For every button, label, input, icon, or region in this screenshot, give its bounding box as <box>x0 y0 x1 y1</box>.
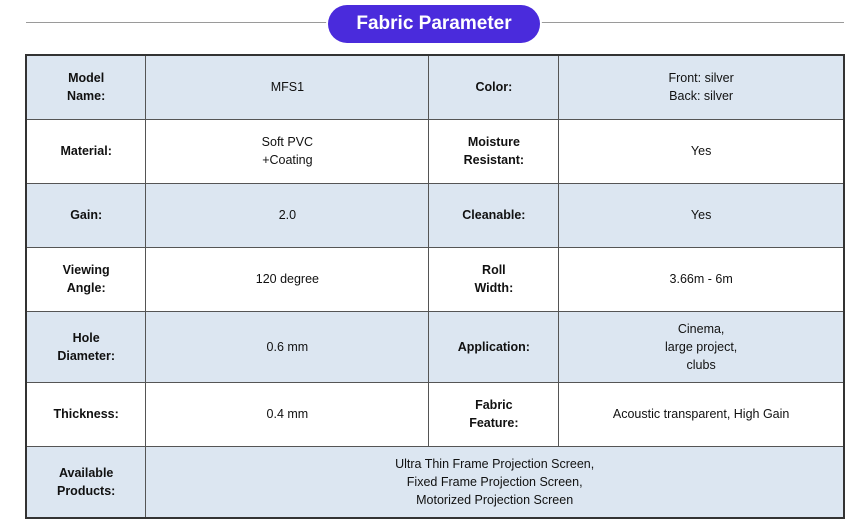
table-row <box>26 183 844 247</box>
param-value: Cinema, large project, clubs <box>559 311 844 382</box>
param-value: Front: silver Back: silver <box>559 55 844 119</box>
param-label: Application: <box>429 311 559 382</box>
param-label: Available Products: <box>26 446 146 518</box>
param-label: Hole Diameter: <box>26 311 146 382</box>
param-label: Roll Width: <box>429 247 559 311</box>
param-value: 0.4 mm <box>146 382 429 446</box>
param-value: 3.66m - 6m <box>559 247 844 311</box>
fabric-parameter-table <box>25 54 845 519</box>
param-label: Thickness: <box>26 382 146 446</box>
table-row-available-products <box>26 446 844 518</box>
param-value: Yes <box>559 119 844 183</box>
param-label: Viewing Angle: <box>26 247 146 311</box>
param-value: MFS1 <box>146 55 429 119</box>
param-value: 0.6 mm <box>146 311 429 382</box>
param-value: Ultra Thin Frame Projection Screen, Fixed Frame Projection Screen, Motorized Projection Screen <box>146 446 844 518</box>
table-row <box>26 55 844 119</box>
table-row <box>26 247 844 311</box>
table-row <box>26 382 844 446</box>
param-label: Gain: <box>26 183 146 247</box>
param-label: Moisture Resistant: <box>429 119 559 183</box>
param-label: Fabric Feature: <box>429 382 559 446</box>
param-label: Color: <box>429 55 559 119</box>
param-value: 120 degree <box>146 247 429 311</box>
param-value: 2.0 <box>146 183 429 247</box>
param-value: Soft PVC +Coating <box>146 119 429 183</box>
param-label: Material: <box>26 119 146 183</box>
page-title: Fabric Parameter <box>328 5 540 43</box>
param-value: Yes <box>559 183 844 247</box>
param-value: Acoustic transparent, High Gain <box>559 382 844 446</box>
table-row <box>26 119 844 183</box>
param-label: Model Name: <box>26 55 146 119</box>
param-label: Cleanable: <box>429 183 559 247</box>
table-row <box>26 311 844 382</box>
